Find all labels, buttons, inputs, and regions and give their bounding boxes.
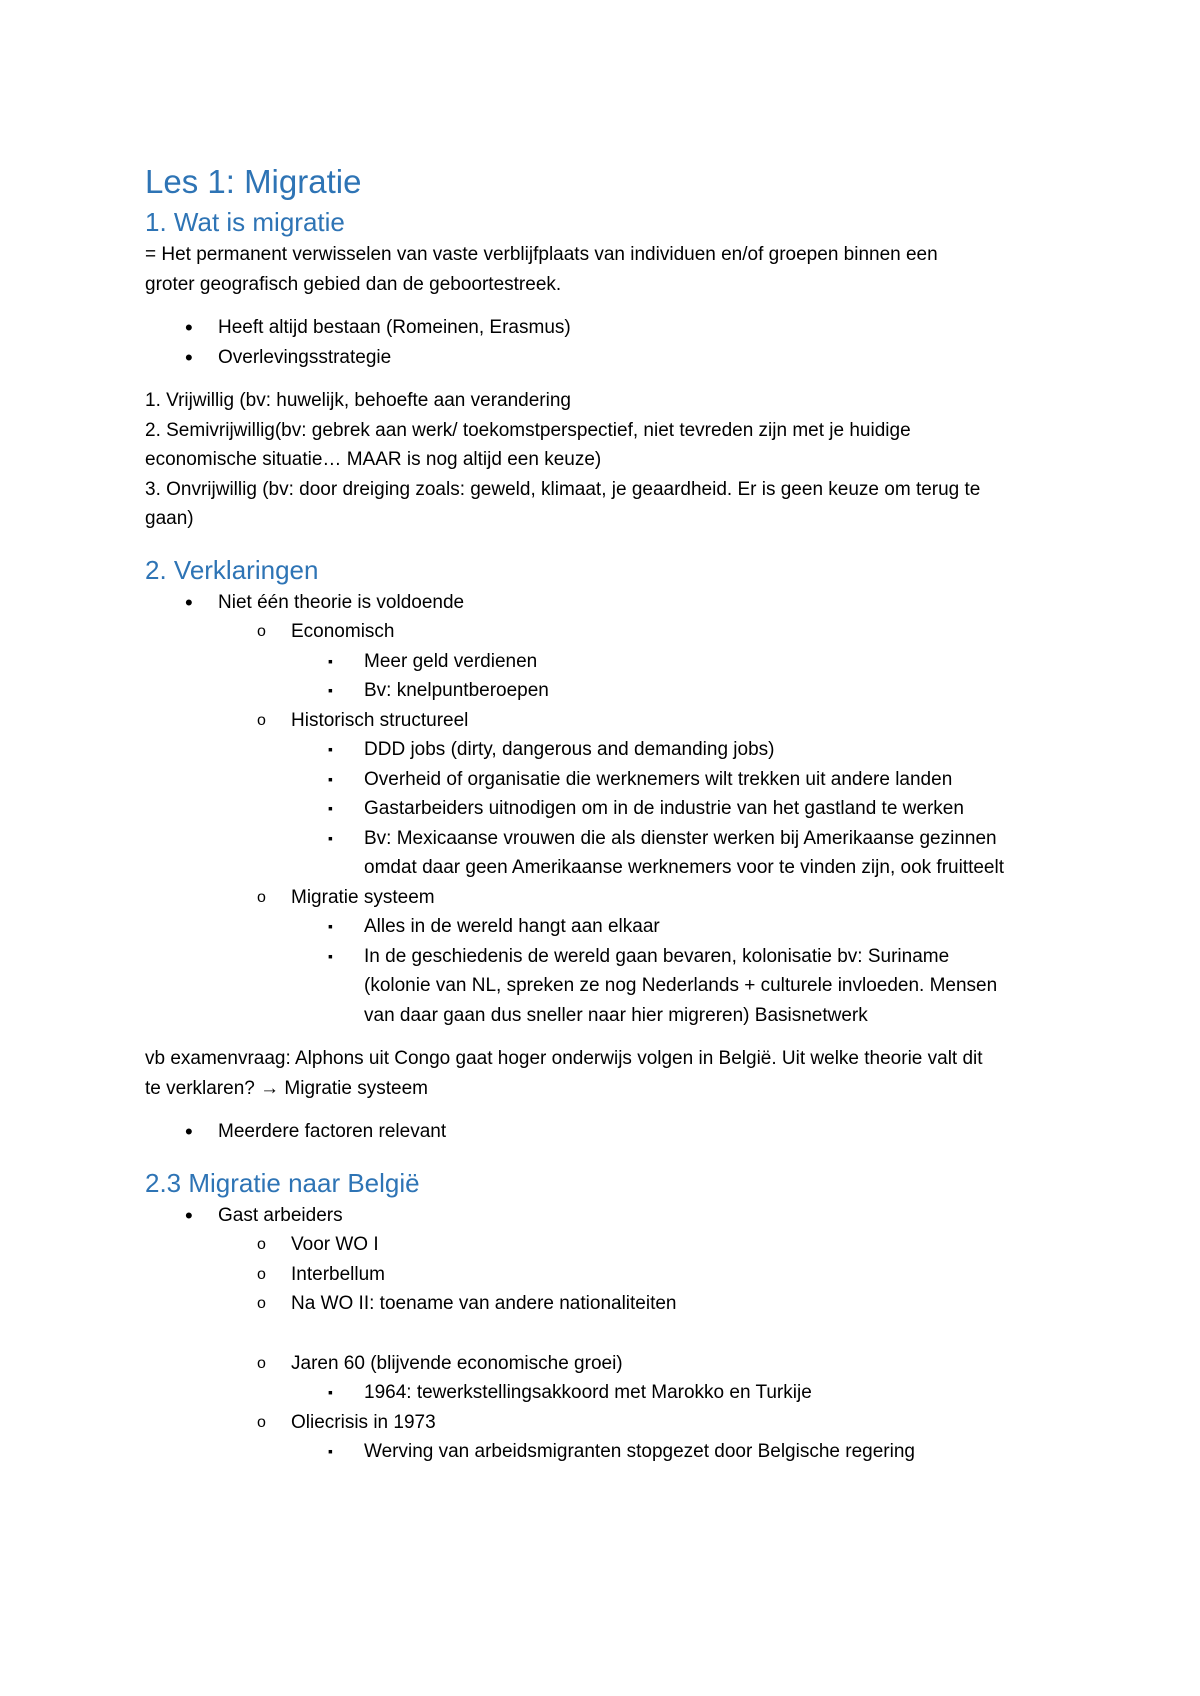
definition-line: groter geografisch gebied dan de geboortestreek. (145, 273, 562, 295)
list-item (145, 942, 1075, 1031)
list-item: ▪ Overheid of organisatie die werknemers wilt trekken uit andere landen (145, 765, 1075, 795)
migration-type: 3. Onvrijwillig (bv: door dreiging zoals: geweld, klimaat, je geaardheid. Er is geen keuze om terug te (145, 478, 981, 500)
heading-wat-is-migratie: 1. Wat is migratie (145, 207, 345, 237)
line: (kolonie van NL, spreken ze nog Nederlands + culturele invloeden. Mensen (364, 975, 998, 996)
list-item: o Historisch structureel (145, 706, 1075, 736)
definition-line: = Het permanent verwisselen van vaste verblijfplaats van individuen en/of groepen binnen een (145, 244, 938, 265)
list-item: ▪ Bv: knelpuntberoepen (145, 676, 1075, 706)
migration-type: 1. Vrijwillig (bv: huwelijk, behoefte aan verandering (145, 390, 571, 411)
list-item (145, 824, 1075, 883)
list-item: ▪ Alles in de wereld hangt aan elkaar (145, 912, 1075, 942)
theories-list (145, 588, 1075, 1031)
exam-question: te verklaren? → Migratie systeem (145, 1077, 428, 1099)
list-item: • Heeft altijd bestaan (Romeinen, Erasmus) (145, 313, 1075, 343)
heading-verklaringen: 2. Verklaringen (145, 554, 319, 585)
list-item: • Gast arbeiders (145, 1201, 1075, 1231)
migration-type: 2. Semivrijwillig(bv: gebrek aan werk/ toekomstperspectief, niet tevreden zijn met je huidige (145, 419, 911, 441)
list-item: o Jaren 60 (blijvende economische groei) (145, 1349, 1075, 1379)
line: van daar gaan dus sneller naar hier migreren) Basisnetwerk (364, 1004, 868, 1026)
page-title: Les 1: Migratie (145, 163, 362, 200)
list-item: o Migratie systeem (145, 883, 1075, 913)
list-item: ▪ Gastarbeiders uitnodigen om in de industrie van het gastland te werken (145, 794, 1075, 824)
line: In de geschiedenis de wereld gaan bevaren, kolonisatie bv: Suriname (364, 945, 950, 967)
line: Bv: Mexicaanse vrouwen die als dienster werken bij Amerikaanse gezinnen (364, 827, 997, 849)
list-item: ▪ 1964: tewerkstellingsakkoord met Marokko en Turkije (145, 1378, 1075, 1408)
migration-bullets (145, 313, 1075, 372)
belgium-list (145, 1201, 1075, 1319)
list-item: o Interbellum (145, 1260, 1075, 1290)
list-item: • Overlevingsstrategie (145, 343, 1075, 373)
list-item: • Niet één theorie is voldoende (145, 588, 1075, 618)
document-content (145, 160, 1075, 1467)
list-item: ▪ DDD jobs (dirty, dangerous and demanding jobs) (145, 735, 1075, 765)
migration-type: gaan) (145, 508, 194, 529)
factors-list (145, 1117, 1075, 1147)
list-item: o Economisch (145, 617, 1075, 647)
belgium-list-continued (145, 1349, 1075, 1467)
line: omdat daar geen Amerikaanse werknemers voor te vinden zijn, ook fruitteelt (364, 857, 1004, 878)
list-item: o Oliecrisis in 1973 (145, 1408, 1075, 1438)
list-item: • Meerdere factoren relevant (145, 1117, 1075, 1147)
list-item: o Voor WO I (145, 1230, 1075, 1260)
list-item: ▪ Meer geld verdienen (145, 647, 1075, 677)
migration-type: economische situatie… MAAR is nog altijd een keuze) (145, 449, 602, 470)
exam-question: vb examenvraag: Alphons uit Congo gaat hoger onderwijs volgen in België. Uit welke theorie valt dit (145, 1048, 983, 1069)
heading-migratie-naar-belgie: 2.3 Migratie naar België (145, 1167, 420, 1198)
list-item: o Na WO II: toename van andere nationaliteiten (145, 1289, 1075, 1319)
list-item: ▪ Werving van arbeidsmigranten stopgezet door Belgische regering (145, 1437, 1075, 1467)
